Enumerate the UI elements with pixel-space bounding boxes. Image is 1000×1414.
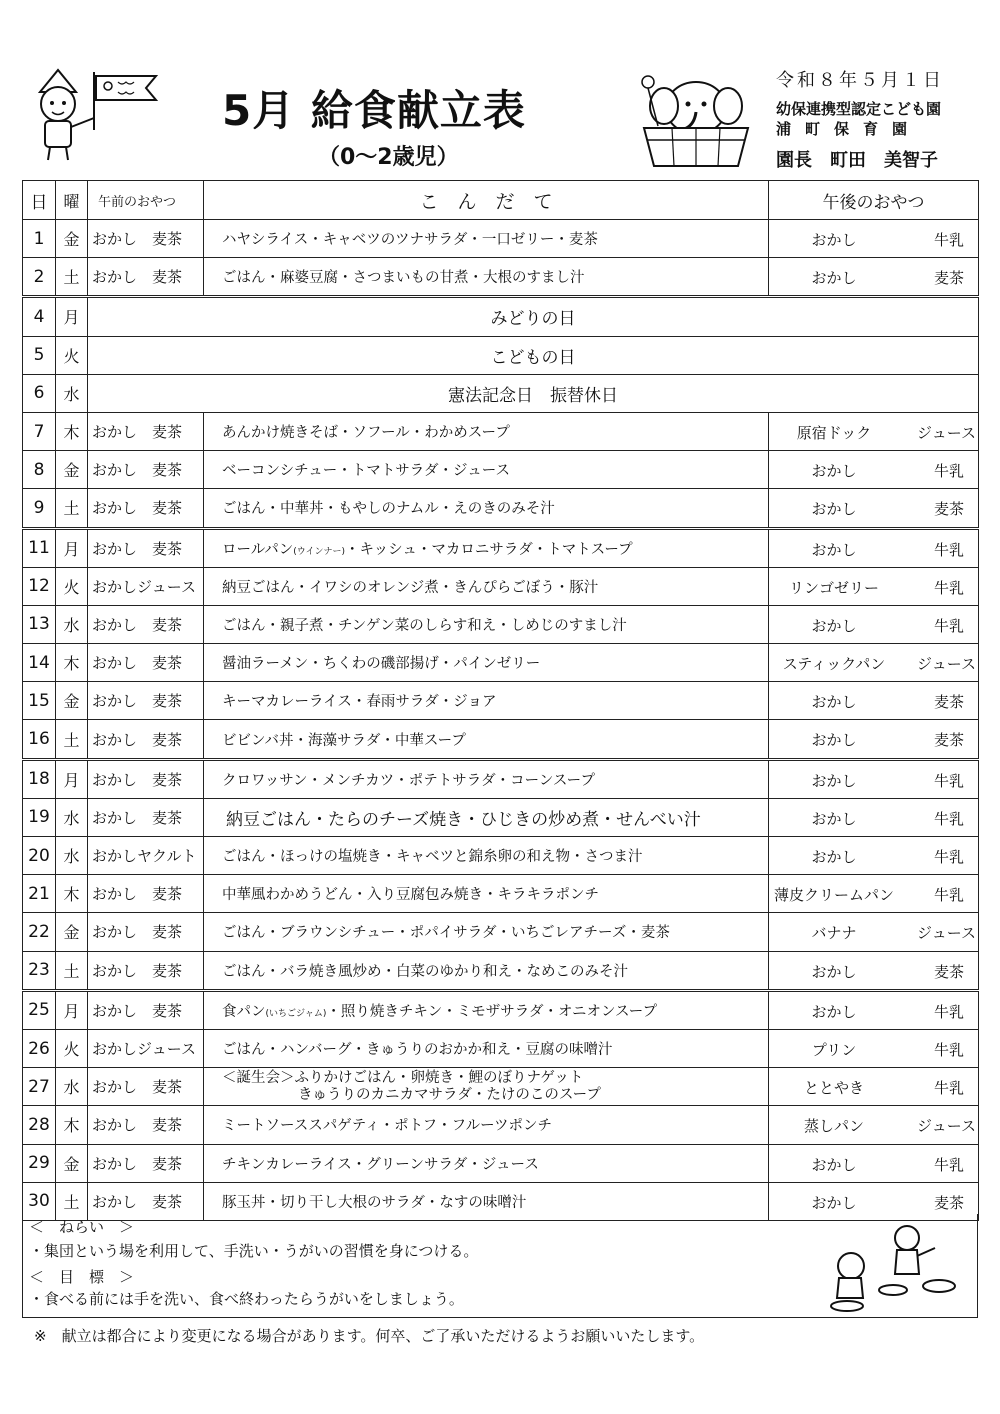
menu-line1: ＜誕生会＞ふりかけごはん・卵焼き・鯉のぼりナゲット (222, 1069, 584, 1086)
pm-snack-cell (769, 1068, 979, 1106)
pm-snack-drink: 牛乳 (933, 1002, 964, 1021)
pm-snack-food: プリン (811, 1040, 857, 1059)
pm-snack-food: おかし (811, 693, 857, 712)
weekday-cell: 土 (56, 489, 88, 528)
page-subtitle: （0～2歳児） (318, 145, 459, 170)
menu-cell (204, 990, 769, 1029)
menu-cell: ごはん・中華丼・もやしのナムル・えのきのみそ汁 (204, 489, 769, 528)
weekday-cell: 月 (56, 297, 88, 336)
menu-cell: ビビンバ丼・海藻サラダ・中華スープ (204, 720, 769, 759)
menu-cell: ハヤシライス・キャベツのツナサラダ・一口ゼリー・麦茶 (204, 220, 769, 258)
pm-snack-drink: ジュース (917, 655, 976, 674)
weekday-cell: 土 (56, 720, 88, 759)
child-koinobori-illustration (28, 62, 178, 164)
day-cell: 29 (23, 1144, 56, 1182)
table-row (23, 336, 979, 374)
am-snack-cell: おかし 麦茶 (88, 798, 204, 836)
pm-snack-drink: ジュース (917, 924, 976, 943)
weekday-cell: 木 (56, 644, 88, 682)
pm-snack-drink: 麦茶 (933, 500, 964, 519)
menu-note: (ウインナー) (293, 546, 345, 557)
table-row (23, 1068, 979, 1106)
pm-snack-cell (769, 605, 979, 643)
weekday-cell: 木 (56, 875, 88, 913)
page-title: 5月 給食献立表 (222, 86, 526, 135)
pm-snack-cell (769, 567, 979, 605)
weekday-cell: 金 (56, 220, 88, 258)
table-row (23, 374, 979, 412)
table-row (23, 412, 979, 450)
day-cell: 15 (23, 682, 56, 720)
day-cell: 27 (23, 1068, 56, 1106)
am-snack-cell: おかし 麦茶 (88, 451, 204, 489)
elephant-illustration (632, 70, 762, 168)
pm-snack-drink: 麦茶 (933, 1193, 964, 1212)
pm-snack-food: 原宿ドック (796, 423, 872, 442)
pm-snack-food: おかし (811, 616, 857, 635)
weekday-cell: 火 (56, 336, 88, 374)
pm-snack-food: おかし (811, 1155, 857, 1174)
pm-snack-drink: 牛乳 (933, 848, 964, 866)
pm-snack-food: おかし (811, 848, 857, 866)
header-pm-snack: 午後のおやつ (769, 181, 979, 220)
am-snack-cell: おかしジュース (88, 567, 204, 605)
pm-snack-cell (769, 990, 979, 1029)
pm-snack-drink: 牛乳 (933, 771, 964, 790)
am-snack-cell: おかし 麦茶 (88, 720, 204, 759)
pm-snack-cell (769, 951, 979, 990)
table-row (23, 451, 979, 489)
weekday-cell: 金 (56, 1144, 88, 1182)
weekday-cell: 土 (56, 258, 88, 297)
menu-cell (204, 1068, 769, 1106)
menu-cell: ごはん・ハンバーグ・きゅうりのおかか和え・豆腐の味噌汁 (204, 1029, 769, 1067)
menu-cell: ごはん・バラ焼き風炒め・白菜のゆかり和え・なめこのみそ汁 (204, 951, 769, 990)
day-cell: 12 (23, 567, 56, 605)
org-name-line2: 浦町保育園 (776, 120, 922, 138)
day-cell: 23 (23, 951, 56, 990)
table-row (23, 644, 979, 682)
weekday-cell: 水 (56, 605, 88, 643)
day-cell: 1 (23, 220, 56, 258)
weekday-cell: 木 (56, 412, 88, 450)
pm-snack-drink: 麦茶 (933, 269, 964, 288)
pm-snack-cell (769, 644, 979, 682)
pm-snack-food: 薄皮クリームパン (773, 886, 894, 905)
day-cell: 13 (23, 605, 56, 643)
pm-snack-cell (769, 489, 979, 528)
day-cell: 6 (23, 374, 56, 412)
table-row (23, 913, 979, 951)
am-snack-cell: おかし 麦茶 (88, 1106, 204, 1144)
menu-cell: あんかけ焼きそば・ソフール・わかめスープ (204, 412, 769, 450)
pm-snack-cell (769, 837, 979, 875)
weekday-cell: 水 (56, 374, 88, 412)
weekday-cell: 土 (56, 951, 88, 990)
am-snack-cell: おかし 麦茶 (88, 220, 204, 258)
table-row (23, 1106, 979, 1144)
weekday-cell: 水 (56, 837, 88, 875)
pm-snack-drink: 牛乳 (933, 578, 964, 597)
menu-rest: ・キッシュ・マカロニサラダ・トマトスープ (344, 541, 633, 558)
table-row (23, 837, 979, 875)
header-weekday: 曜 (56, 181, 88, 220)
pm-snack-food: おかし (811, 231, 857, 249)
day-cell: 9 (23, 489, 56, 528)
day-cell: 28 (23, 1106, 56, 1144)
table-row (23, 990, 979, 1029)
menu-cell: 納豆ごはん・イワシのオレンジ煮・きんぴらごぼう・豚汁 (204, 567, 769, 605)
footer-box (22, 1214, 978, 1318)
am-snack-cell: おかし 麦茶 (88, 412, 204, 450)
am-snack-cell: おかし 麦茶 (88, 489, 204, 528)
pm-snack-food: スティックパン (782, 655, 886, 674)
day-cell: 7 (23, 412, 56, 450)
issue-date: 令和８年５月１日 (776, 70, 944, 91)
weekday-cell: 金 (56, 913, 88, 951)
table-row (23, 682, 979, 720)
menu-line2: きゅうりのカニカマサラダ・たけのこのスープ (298, 1086, 601, 1103)
menu-cell: ごはん・ブラウンシチュー・ポパイサラダ・いちごレアチーズ・麦茶 (204, 913, 769, 951)
menu-table (22, 180, 979, 1221)
weekday-cell: 月 (56, 990, 88, 1029)
am-snack-cell: おかし 麦茶 (88, 1068, 204, 1106)
am-snack-cell: おかし 麦茶 (88, 528, 204, 567)
table-row (23, 528, 979, 567)
pm-snack-drink: ジュース (917, 1117, 976, 1136)
pm-snack-drink: 牛乳 (933, 1155, 964, 1174)
am-snack-cell: おかし 麦茶 (88, 913, 204, 951)
weekday-cell: 木 (56, 1106, 88, 1144)
pm-snack-food: おかし (811, 771, 857, 790)
menu-cell: 豚玉丼・切り干し大根のサラダ・なすの味噌汁 (204, 1182, 769, 1220)
day-cell: 25 (23, 990, 56, 1029)
day-cell: 8 (23, 451, 56, 489)
weekday-cell: 土 (56, 1182, 88, 1220)
pm-snack-cell (769, 258, 979, 297)
pm-snack-drink: ジュース (917, 423, 976, 442)
header-menu: こ ん だ て (204, 181, 769, 220)
menu-note: (いちごジャム) (265, 1008, 327, 1019)
menu-main: 食パン (222, 1003, 266, 1020)
pm-snack-cell (769, 1144, 979, 1182)
pm-snack-food: リンゴゼリー (788, 578, 879, 597)
table-row (23, 220, 979, 258)
table-row (23, 759, 979, 798)
pm-snack-drink: 牛乳 (933, 1079, 964, 1098)
table-row (23, 297, 979, 336)
am-snack-cell: おかし 麦茶 (88, 1182, 204, 1220)
pm-snack-cell (769, 759, 979, 798)
am-snack-cell: おかしジュース (88, 1029, 204, 1067)
header-day: 日 (23, 181, 56, 220)
day-cell: 30 (23, 1182, 56, 1220)
am-snack-cell: おかし 麦茶 (88, 759, 204, 798)
am-snack-cell: おかし 麦茶 (88, 990, 204, 1029)
menu-cell: ごはん・親子煮・チンゲン菜のしらす和え・しめじのすまし汁 (204, 605, 769, 643)
pm-snack-drink: 牛乳 (933, 886, 964, 905)
am-snack-cell: おかし 麦茶 (88, 875, 204, 913)
pm-snack-cell (769, 682, 979, 720)
pm-snack-cell (769, 720, 979, 759)
table-row (23, 798, 979, 836)
am-snack-cell: おかし 麦茶 (88, 605, 204, 643)
director-name: 園長 町田 美智子 (776, 150, 938, 171)
pm-snack-cell (769, 913, 979, 951)
pm-snack-cell (769, 528, 979, 567)
menu-cell: 醤油ラーメン・ちくわの磯部揚げ・パインゼリー (204, 644, 769, 682)
table-row (23, 605, 979, 643)
pm-snack-drink: 牛乳 (933, 616, 964, 635)
menu-main: ロールパン (222, 541, 294, 558)
table-row (23, 720, 979, 759)
day-cell: 4 (23, 297, 56, 336)
weekday-cell: 月 (56, 528, 88, 567)
pm-snack-drink: 麦茶 (933, 731, 964, 750)
table-row (23, 489, 979, 528)
day-cell: 16 (23, 720, 56, 759)
header-am-snack: 午前のおやつ (88, 181, 204, 220)
table-row (23, 567, 979, 605)
day-cell: 18 (23, 759, 56, 798)
pm-snack-food: おかし (811, 462, 857, 481)
menu-cell: 中華風わかめうどん・入り豆腐包み焼き・キラキラポンチ (204, 875, 769, 913)
menu-cell: ごはん・麻婆豆腐・さつまいもの甘煮・大根のすまし汁 (204, 258, 769, 297)
day-cell: 2 (23, 258, 56, 297)
menu-rest: ・照り焼きチキン・ミモザサラダ・オニオンスープ (326, 1003, 658, 1020)
day-cell: 26 (23, 1029, 56, 1067)
table-row (23, 951, 979, 990)
pm-snack-cell (769, 220, 979, 258)
weekday-cell: 月 (56, 759, 88, 798)
pm-snack-drink: 麦茶 (933, 693, 964, 712)
table-row (23, 875, 979, 913)
pm-snack-drink: 牛乳 (933, 462, 964, 481)
day-cell: 11 (23, 528, 56, 567)
table-row (23, 1144, 979, 1182)
pm-snack-cell (769, 1029, 979, 1067)
menu-cell: キーマカレーライス・春雨サラダ・ジョア (204, 682, 769, 720)
aim-text: ・集団という場を利用して、手洗い・うがいの習慣を身につける。 (29, 1242, 479, 1260)
pm-snack-drink: 牛乳 (933, 231, 964, 249)
am-snack-cell: おかしヤクルト (88, 837, 204, 875)
pm-snack-food: 蒸しパン (803, 1117, 864, 1136)
footnote: ※ 献立は都合により変更になる場合があります。何卒、ご了承いただけるようお願いいたします。 (34, 1327, 705, 1345)
menu-cell: 納豆ごはん・たらのチーズ焼き・ひじきの炒め煮・せんべい汁 (204, 798, 769, 836)
pm-snack-food: おかし (811, 500, 857, 519)
pm-snack-food: おかし (811, 962, 857, 981)
weekday-cell: 水 (56, 798, 88, 836)
pm-snack-cell (769, 1106, 979, 1144)
weekday-cell: 火 (56, 1029, 88, 1067)
pm-snack-drink: 麦茶 (933, 962, 964, 981)
am-snack-cell: おかし 麦茶 (88, 1144, 204, 1182)
am-snack-cell: おかし 麦茶 (88, 258, 204, 297)
header (0, 0, 1000, 180)
pm-snack-food: ととやき (803, 1079, 864, 1098)
day-cell: 19 (23, 798, 56, 836)
am-snack-cell: おかし 麦茶 (88, 682, 204, 720)
table-row (23, 1029, 979, 1067)
pm-snack-food: おかし (811, 1193, 857, 1212)
pm-snack-cell (769, 875, 979, 913)
holiday-cell: こどもの日 (88, 336, 979, 374)
pm-snack-food: おかし (811, 1002, 857, 1021)
menu-cell (204, 528, 769, 567)
am-snack-cell: おかし 麦茶 (88, 644, 204, 682)
pm-snack-drink: 牛乳 (933, 540, 964, 559)
table-header-row (23, 181, 979, 220)
menu-cell: チキンカレーライス・グリーンサラダ・ジュース (204, 1144, 769, 1182)
weekday-cell: 火 (56, 567, 88, 605)
day-cell: 22 (23, 913, 56, 951)
table-row (23, 258, 979, 297)
weekday-cell: 金 (56, 451, 88, 489)
pm-snack-food: おかし (811, 809, 857, 828)
menu-cell: ミートソーススパゲティ・ポトフ・フルーツポンチ (204, 1106, 769, 1144)
pm-snack-food: バナナ (811, 924, 857, 943)
goal-heading: ＜ 目 標 ＞ (29, 1268, 135, 1286)
children-playing-illustration (811, 1220, 961, 1312)
pm-snack-food: おかし (811, 540, 857, 559)
pm-snack-cell (769, 412, 979, 450)
weekday-cell: 金 (56, 682, 88, 720)
pm-snack-food: おかし (811, 731, 857, 750)
pm-snack-drink: 牛乳 (933, 809, 964, 828)
pm-snack-food: おかし (811, 269, 857, 288)
goal-text: ・食べる前には手を洗い、食べ終わったらうがいをしましょう。 (29, 1290, 464, 1308)
menu-cell: ベーコンシチュー・トマトサラダ・ジュース (204, 451, 769, 489)
holiday-cell: みどりの日 (88, 297, 979, 336)
day-cell: 14 (23, 644, 56, 682)
day-cell: 21 (23, 875, 56, 913)
pm-snack-cell (769, 798, 979, 836)
holiday-cell: 憲法記念日 振替休日 (88, 374, 979, 412)
menu-cell: クロワッサン・メンチカツ・ポテトサラダ・コーンスープ (204, 759, 769, 798)
weekday-cell: 水 (56, 1068, 88, 1106)
day-cell: 20 (23, 837, 56, 875)
aim-heading: ＜ ねらい ＞ (29, 1218, 135, 1236)
menu-cell: ごはん・ほっけの塩焼き・キャベツと錦糸卵の和え物・さつま汁 (204, 837, 769, 875)
am-snack-cell: おかし 麦茶 (88, 951, 204, 990)
day-cell: 5 (23, 336, 56, 374)
pm-snack-drink: 牛乳 (933, 1040, 964, 1059)
pm-snack-cell (769, 451, 979, 489)
org-name-line1: 幼保連携型認定こども園 (776, 100, 942, 118)
